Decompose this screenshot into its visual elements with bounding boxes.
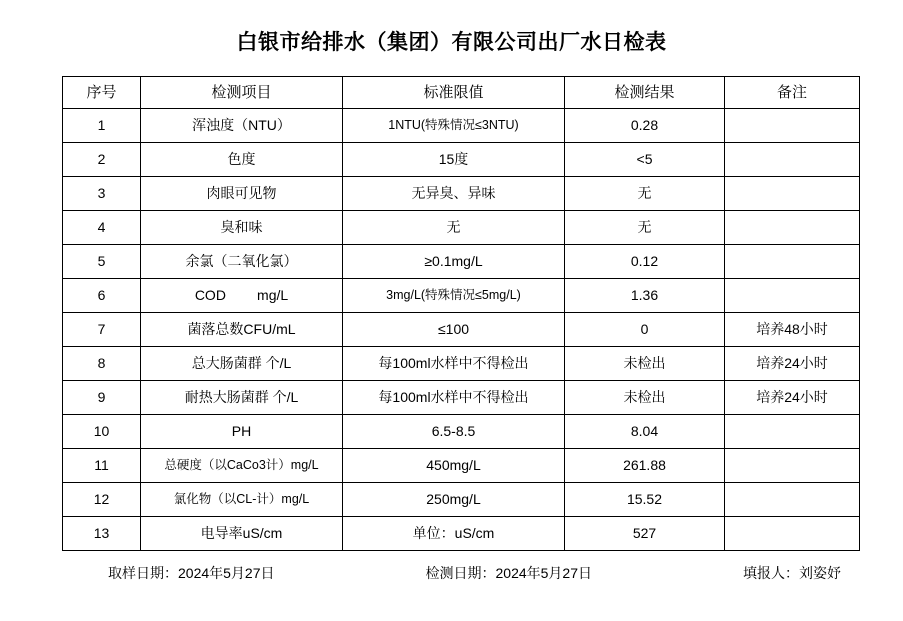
cell-result (565, 381, 725, 415)
cell-item (141, 109, 343, 143)
row-item: 色度 (227, 151, 256, 167)
cell-limit (343, 279, 565, 313)
cell-result (565, 313, 725, 347)
cell-limit (343, 109, 565, 143)
cell-item (141, 177, 343, 211)
cell-limit (343, 381, 565, 415)
row-limit: 3mg/L(特殊情况≤5mg/L) (386, 288, 521, 302)
row-item: PH (231, 423, 252, 439)
table-row (63, 109, 860, 143)
cell-item (141, 517, 343, 551)
cell-result (565, 245, 725, 279)
cell-remark (725, 211, 860, 245)
row-no: 6 (97, 287, 106, 303)
cell-limit (343, 483, 565, 517)
row-no: 11 (94, 457, 109, 473)
cell-no (63, 415, 141, 449)
row-limit: 无 (446, 219, 461, 235)
row-remark: 培养24小时 (756, 389, 828, 405)
column-header-remark (725, 77, 860, 109)
row-result: 15.52 (626, 491, 663, 507)
cell-no (63, 347, 141, 381)
row-item: 肉眼可见物 (206, 185, 277, 201)
column-header-limit-label: 标准限值 (423, 84, 484, 101)
cell-result (565, 143, 725, 177)
water-quality-table (62, 76, 860, 551)
row-result: 无 (637, 219, 652, 235)
row-item: 氯化物（以CL-计）mg/L (173, 492, 310, 506)
row-result: 1.36 (630, 287, 659, 303)
row-result: 527 (632, 525, 657, 541)
cell-remark (725, 347, 860, 381)
row-no: 10 (93, 423, 110, 439)
row-result: 0.28 (630, 117, 659, 133)
column-header-item-label: 检测项目 (211, 84, 272, 101)
report-table-container (62, 76, 859, 551)
cell-limit (343, 177, 565, 211)
row-limit: ≥0.1mg/L (424, 253, 483, 269)
cell-no (63, 381, 141, 415)
row-item: 浑浊度（NTU） (192, 117, 291, 133)
cell-remark (725, 279, 860, 313)
row-result: 0 (640, 321, 649, 337)
row-limit: 每100ml水样中不得检出 (378, 355, 529, 371)
cell-item (141, 381, 343, 415)
cell-no (63, 109, 141, 143)
column-header-result-label: 检测结果 (614, 84, 675, 101)
row-item: 总硬度（以CaCo3计）mg/L (164, 458, 319, 472)
cell-item (141, 449, 343, 483)
row-result: 8.04 (630, 423, 659, 439)
cell-limit (343, 313, 565, 347)
footer-row (62, 563, 859, 583)
cell-item (141, 143, 343, 177)
cell-no (63, 517, 141, 551)
cell-no (63, 177, 141, 211)
cell-remark (725, 381, 860, 415)
row-result: 未检出 (623, 355, 666, 371)
cell-item (141, 483, 343, 517)
row-result: 未检出 (623, 389, 666, 405)
cell-remark (725, 449, 860, 483)
row-no: 12 (93, 491, 110, 507)
cell-result (565, 449, 725, 483)
cell-remark (725, 245, 860, 279)
row-result: 无 (637, 185, 652, 201)
table-row (63, 483, 860, 517)
row-limit: 每100ml水样中不得检出 (378, 389, 529, 405)
cell-no (63, 143, 141, 177)
row-result: <5 (636, 151, 653, 167)
sampling-date: 取样日期：2024年5月27日 (108, 565, 275, 581)
cell-remark (725, 517, 860, 551)
cell-result (565, 517, 725, 551)
cell-remark (725, 177, 860, 211)
table-row (63, 381, 860, 415)
row-remark: 培养48小时 (756, 321, 828, 337)
cell-result (565, 177, 725, 211)
cell-limit (343, 517, 565, 551)
cell-result (565, 347, 725, 381)
column-header-item (141, 77, 343, 109)
cell-remark (725, 483, 860, 517)
cell-item (141, 245, 343, 279)
cell-limit (343, 143, 565, 177)
cell-result (565, 211, 725, 245)
row-limit: ≤100 (437, 321, 470, 337)
page-title: 白银市给排水（集团）有限公司出厂水日检表 (236, 31, 667, 54)
row-result: 0.12 (630, 253, 659, 269)
row-item: 臭和味 (220, 219, 263, 235)
reporter-name: 填报人：刘姿妤 (743, 565, 841, 581)
cell-item (141, 279, 343, 313)
cell-limit (343, 347, 565, 381)
row-no: 2 (97, 151, 106, 167)
table-row (63, 347, 860, 381)
row-no: 5 (97, 253, 106, 269)
document-page (0, 26, 903, 621)
cell-item (141, 211, 343, 245)
cell-result (565, 415, 725, 449)
cell-result (565, 109, 725, 143)
row-result: 261.88 (623, 457, 666, 473)
cell-remark (725, 415, 860, 449)
table-row (63, 517, 860, 551)
table-header-row (63, 77, 860, 109)
row-limit: 1NTU(特殊情况≤3NTU) (388, 118, 519, 132)
row-item: 菌落总数CFU/mL (187, 321, 296, 337)
table-row (63, 143, 860, 177)
cell-item (141, 415, 343, 449)
row-no: 13 (93, 525, 110, 541)
row-limit: 450mg/L (426, 457, 481, 473)
row-limit: 6.5-8.5 (431, 423, 476, 439)
cell-no (63, 245, 141, 279)
cell-no (63, 313, 141, 347)
cell-result (565, 279, 725, 313)
table-row (63, 313, 860, 347)
cell-limit (343, 245, 565, 279)
cell-limit (343, 211, 565, 245)
row-limit: 15度 (438, 151, 469, 167)
column-header-no-label: 序号 (86, 84, 117, 101)
row-no: 9 (97, 389, 106, 405)
row-item: 余氯（二氧化氯） (185, 253, 298, 269)
cell-no (63, 279, 141, 313)
cell-limit (343, 415, 565, 449)
row-no: 1 (97, 117, 106, 133)
row-limit: 单位：uS/cm (412, 525, 495, 541)
table-row (63, 245, 860, 279)
cell-remark (725, 143, 860, 177)
cell-limit (343, 449, 565, 483)
cell-no (63, 483, 141, 517)
row-item: COD mg/L (194, 287, 289, 303)
testing-date: 检测日期：2024年5月27日 (425, 565, 593, 581)
cell-remark (725, 313, 860, 347)
table-row (63, 449, 860, 483)
table-row (63, 415, 860, 449)
row-limit: 无异臭、异味 (411, 185, 496, 201)
cell-item (141, 347, 343, 381)
row-item: 电导率uS/cm (200, 525, 283, 541)
row-limit: 250mg/L (426, 491, 481, 507)
row-item: 耐热大肠菌群 个/L (184, 389, 299, 405)
row-item: 总大肠菌群 个/L (191, 355, 292, 371)
row-no: 3 (97, 185, 106, 201)
row-no: 7 (97, 321, 106, 337)
column-header-limit (343, 77, 565, 109)
table-row (63, 177, 860, 211)
cell-remark (725, 109, 860, 143)
column-header-result (565, 77, 725, 109)
row-no: 8 (97, 355, 106, 371)
column-header-remark-label: 备注 (776, 84, 807, 101)
cell-result (565, 483, 725, 517)
table-row (63, 279, 860, 313)
row-no: 4 (97, 219, 106, 235)
table-row (63, 211, 860, 245)
cell-no (63, 449, 141, 483)
cell-no (63, 211, 141, 245)
row-remark: 培养24小时 (756, 355, 828, 371)
column-header-no (63, 77, 141, 109)
cell-item (141, 313, 343, 347)
